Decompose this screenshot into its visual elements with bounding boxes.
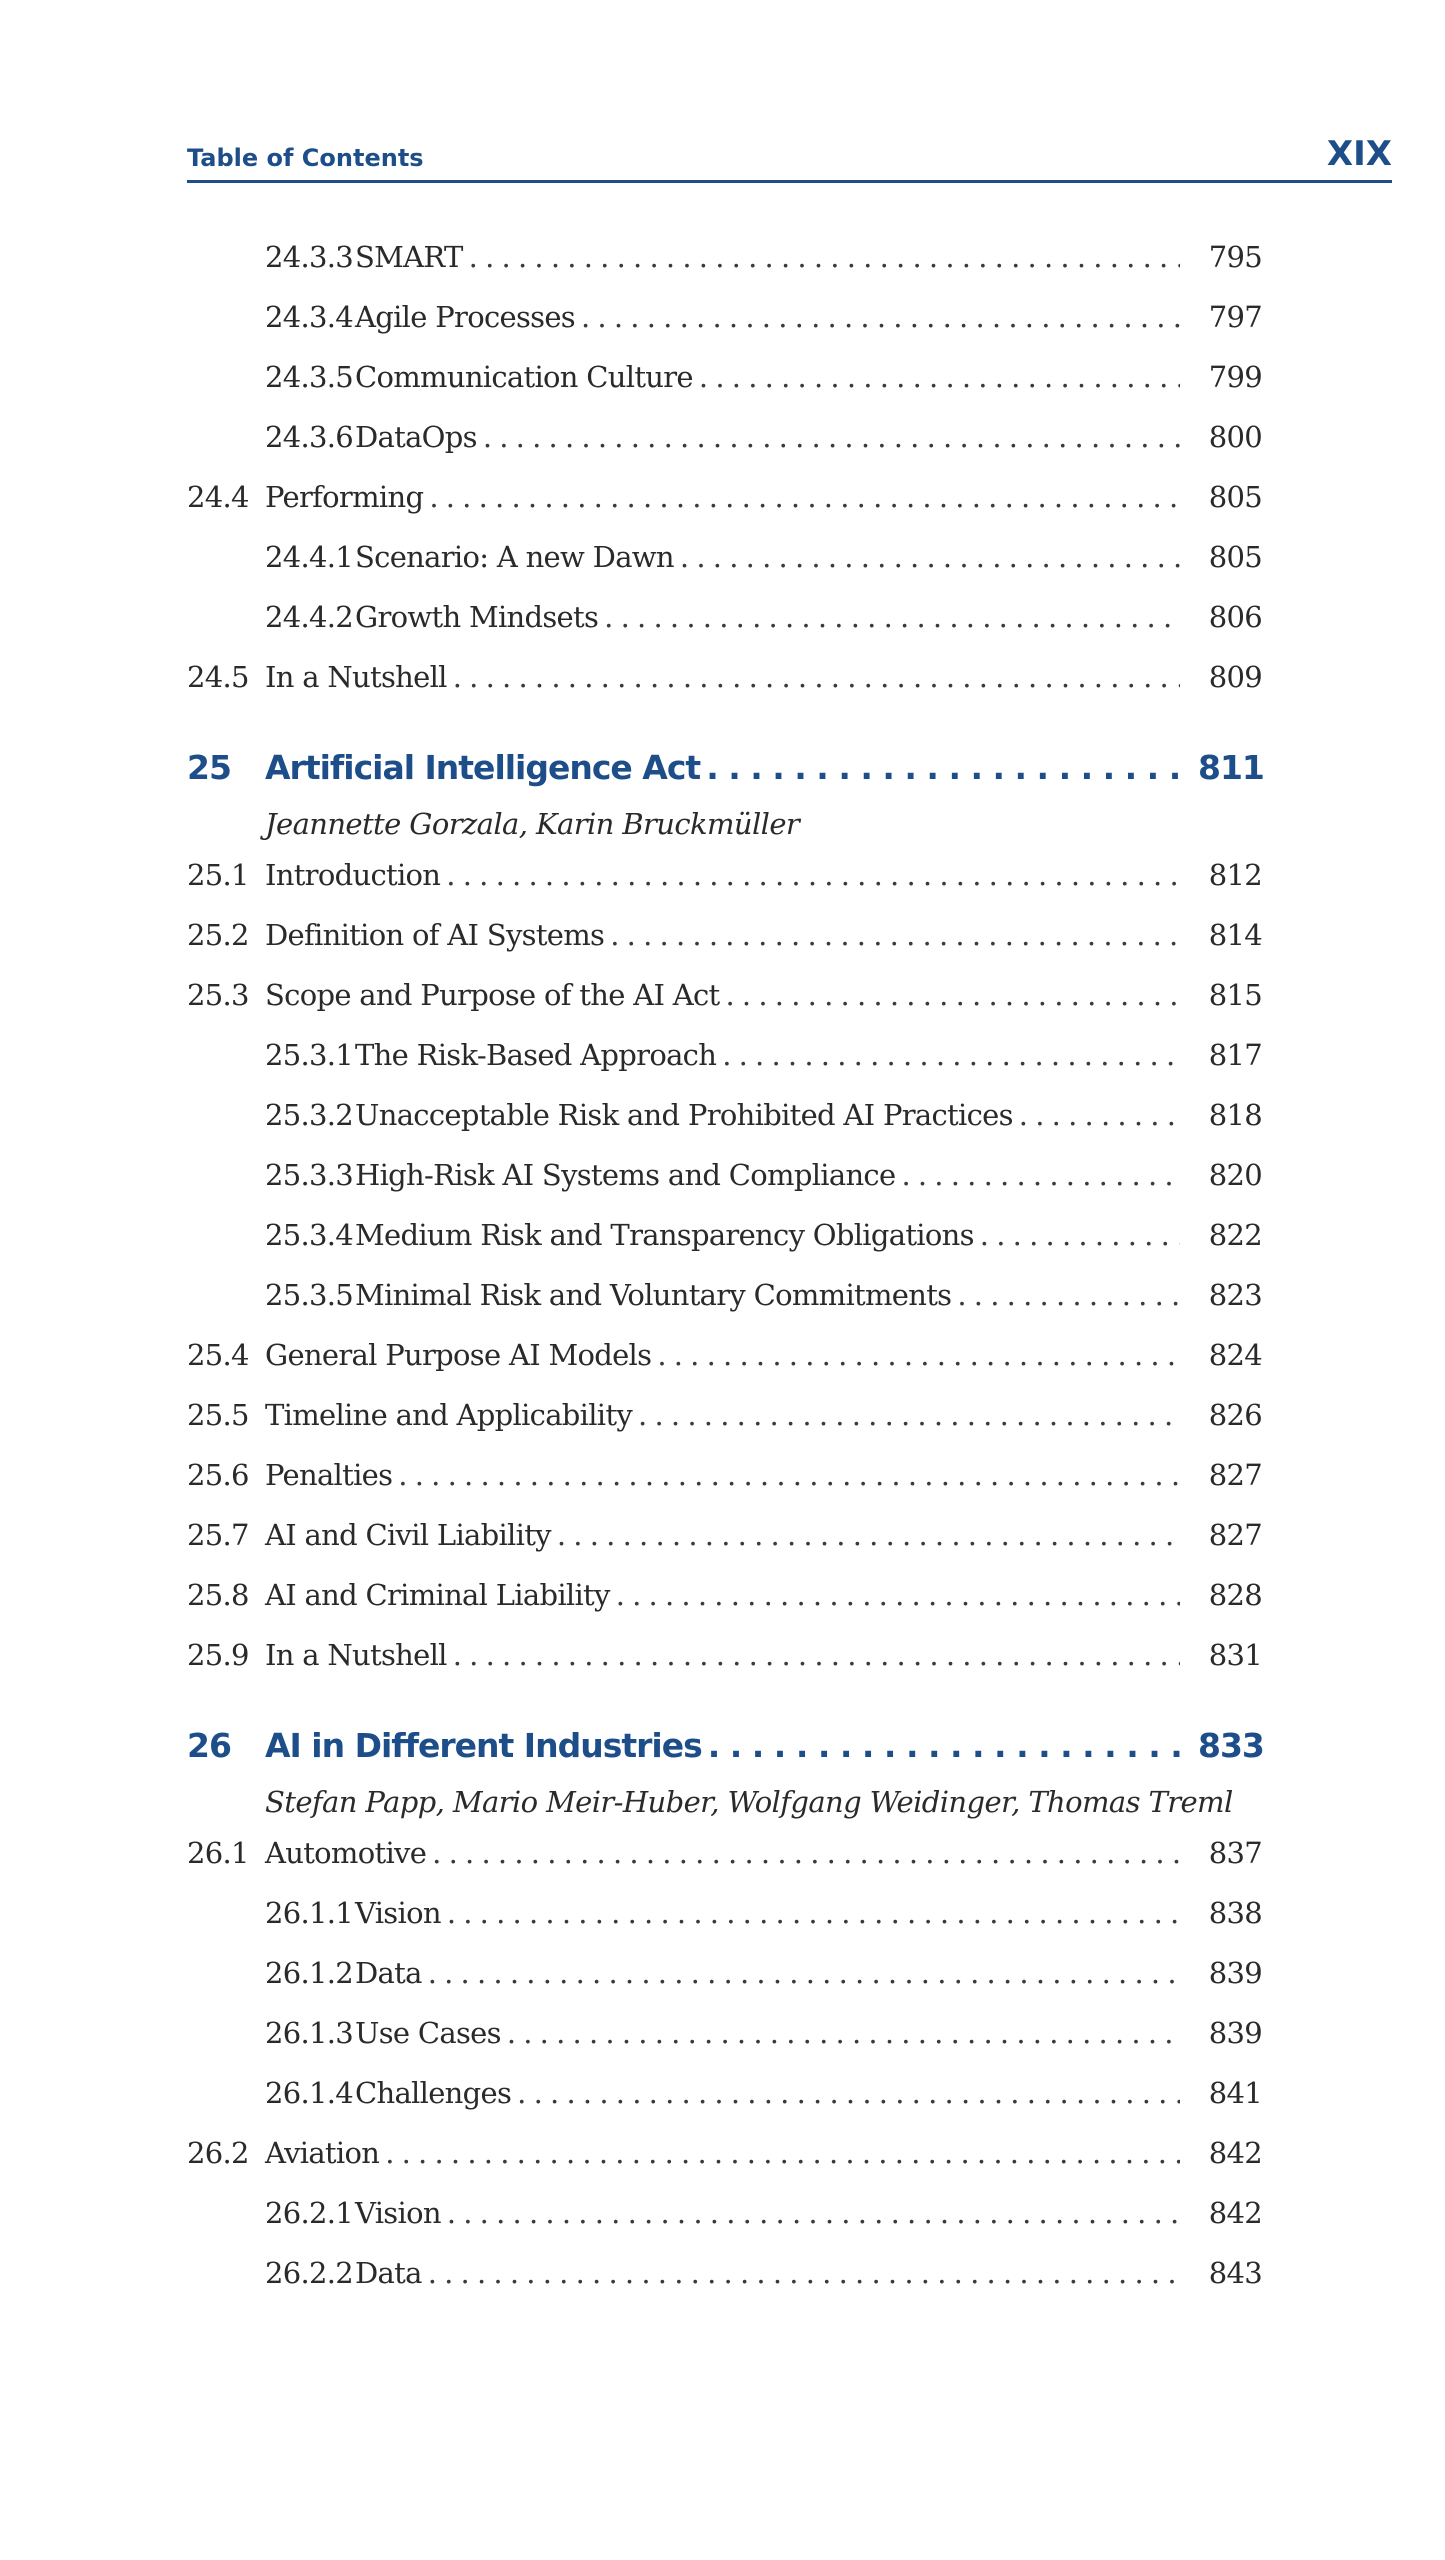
toc-entry-title: Vision: [355, 1896, 441, 1930]
dot-leader: [616, 1578, 1180, 1612]
dot-leader: [722, 1038, 1180, 1072]
dot-leader: [706, 748, 1180, 787]
toc-entry-number: 25.3: [187, 978, 249, 1012]
toc-entry-number: 26.1.1: [265, 1896, 354, 1930]
toc-entry-title: Unacceptable Risk and Prohibited AI Practices: [355, 1098, 1013, 1132]
toc-entry-title: Challenges: [355, 2076, 512, 2110]
toc-entry[interactable]: [187, 300, 1262, 360]
toc-entry-number: 26.1.3: [265, 2016, 354, 2050]
toc-entry-page-number: 795: [1208, 240, 1262, 274]
dot-leader: [398, 1458, 1180, 1492]
toc-entry-page-number: 841: [1208, 2076, 1262, 2110]
dot-leader: [980, 1218, 1180, 1252]
toc-entry[interactable]: [187, 660, 1262, 720]
toc-entry-page-number: 806: [1208, 600, 1262, 634]
toc-entry[interactable]: [187, 1458, 1262, 1518]
toc-entry-number: 25.6: [187, 1458, 249, 1492]
toc-entry[interactable]: [187, 2076, 1262, 2136]
toc-entry-number: 24.4: [187, 480, 249, 514]
chapter-authors: Jeannette Gorzala, Karin Bruckmüller: [265, 807, 800, 841]
toc-entry-title: DataOps: [355, 420, 477, 454]
toc-entry-title: Growth Mindsets: [355, 600, 599, 634]
toc-entry[interactable]: [187, 1638, 1262, 1698]
dot-leader: [1019, 1098, 1180, 1132]
dot-leader: [680, 540, 1180, 574]
toc-entry-title: Use Cases: [355, 2016, 501, 2050]
toc-entry-page-number: 827: [1208, 1458, 1262, 1492]
toc-entry-title: Communication Culture: [355, 360, 693, 394]
toc-entry-title: AI and Civil Liability: [265, 1518, 551, 1552]
toc-entry-page-number: 822: [1208, 1218, 1262, 1252]
dot-leader: [429, 480, 1180, 514]
toc-entry[interactable]: [187, 978, 1262, 1038]
toc-entry-page-number: 842: [1208, 2136, 1262, 2170]
toc-entry-title: Timeline and Applicability: [265, 1398, 633, 1432]
toc-entry-number: 26.1: [187, 1836, 249, 1870]
toc-entry-number: 25.9: [187, 1638, 249, 1672]
toc-entry[interactable]: [187, 1098, 1262, 1158]
toc-entry-page-number: 823: [1208, 1278, 1262, 1312]
toc-entry-number: 25.3.4: [265, 1218, 354, 1252]
toc-entry-page-number: 843: [1208, 2256, 1262, 2290]
toc-entry-number: 24.3.3: [265, 240, 354, 274]
toc-entry[interactable]: [187, 360, 1262, 420]
toc-entry-page-number: 817: [1208, 1038, 1262, 1072]
toc-entry-page-number: 828: [1208, 1578, 1262, 1612]
toc-entry-number: 24.3.5: [265, 360, 354, 394]
toc-entry-title: The Risk-Based Approach: [355, 1038, 717, 1072]
toc-chapter-entry[interactable]: [187, 1726, 1262, 1782]
toc-entry-number: 25.8: [187, 1578, 249, 1612]
toc-entry-title: Penalties: [265, 1458, 393, 1492]
toc-entry-number: 25.5: [187, 1398, 249, 1432]
toc-entry-number: 26.2: [187, 2136, 249, 2170]
chapter-authors: Stefan Papp, Mario Meir-Huber, Wolfgang Weidinger, Thomas Treml: [265, 1785, 1233, 1819]
toc-chapter-entry[interactable]: [187, 748, 1262, 804]
dot-leader: [428, 1956, 1180, 1990]
toc-entry[interactable]: [187, 2256, 1262, 2316]
dot-leader: [453, 660, 1180, 694]
toc-entry-page-number: 839: [1208, 1956, 1262, 1990]
toc-entry[interactable]: [187, 1338, 1262, 1398]
toc-entry-title: Scope and Purpose of the AI Act: [265, 978, 720, 1012]
dot-leader: [657, 1338, 1180, 1372]
toc-entry[interactable]: [187, 2196, 1262, 2256]
toc-entry-title: Data: [355, 1956, 422, 1990]
toc-entry[interactable]: [187, 480, 1262, 540]
toc-entry-title: Aviation: [265, 2136, 380, 2170]
toc-entry-page-number: 826: [1208, 1398, 1262, 1432]
toc-entry-title: High-Risk AI Systems and Compliance: [355, 1158, 896, 1192]
toc-entry-page-number: 824: [1208, 1338, 1262, 1372]
toc-entry-title: Minimal Risk and Voluntary Commitments: [355, 1278, 952, 1312]
toc-entry-number: 26.1.4: [265, 2076, 354, 2110]
toc-entry[interactable]: [187, 2136, 1262, 2196]
toc-entry-title: Performing: [265, 480, 424, 514]
toc-entry-number: 25.3.1: [265, 1038, 354, 1072]
toc-entry-number: 24.4.1: [265, 540, 354, 574]
dot-leader: [581, 300, 1180, 334]
toc-entry-title: Automotive: [265, 1836, 427, 1870]
toc-entry-page-number: 839: [1208, 2016, 1262, 2050]
toc-entry[interactable]: [187, 1956, 1262, 2016]
toc-entry-page-number: 837: [1208, 1836, 1262, 1870]
toc-entry-title: General Purpose AI Models: [265, 1338, 652, 1372]
toc-entry[interactable]: [187, 1278, 1262, 1338]
toc-entry-number: 24.5: [187, 660, 249, 694]
toc-entry-title: Data: [355, 2256, 422, 2290]
dot-leader: [725, 978, 1180, 1012]
toc-entry-number: 25.7: [187, 1518, 249, 1552]
toc-entry-page-number: 800: [1208, 420, 1262, 454]
toc-entry[interactable]: [187, 420, 1262, 480]
dot-leader: [446, 858, 1180, 892]
header-page-number: XIX: [1326, 134, 1392, 174]
dot-leader: [517, 2076, 1180, 2110]
toc-entry-page-number: 842: [1208, 2196, 1262, 2230]
toc-entry-page-number: 818: [1208, 1098, 1262, 1132]
toc-entry[interactable]: [187, 1836, 1262, 1896]
toc-entry[interactable]: [187, 858, 1262, 918]
dot-leader: [469, 240, 1180, 274]
toc-entry-title: In a Nutshell: [265, 660, 447, 694]
toc-entry-page-number: 797: [1208, 300, 1262, 334]
toc-entry-number: 25.2: [187, 918, 249, 952]
running-header: [187, 128, 1392, 183]
toc-entry-title: Scenario: A new Dawn: [355, 540, 674, 574]
toc-entry-page-number: 811: [1198, 748, 1264, 787]
toc-entry-page-number: 831: [1208, 1638, 1262, 1672]
toc-entry-page-number: 838: [1208, 1896, 1262, 1930]
toc-entry-number: 25.3.5: [265, 1278, 354, 1312]
dot-leader: [385, 2136, 1180, 2170]
toc-entry-number: 25.1: [187, 858, 249, 892]
toc-entry-number: 26: [187, 1726, 231, 1765]
toc-entry-number: 25: [187, 748, 231, 787]
dot-leader: [557, 1518, 1180, 1552]
toc-entry[interactable]: [187, 1518, 1262, 1578]
dot-leader: [428, 2256, 1180, 2290]
dot-leader: [610, 918, 1180, 952]
toc-entry[interactable]: [187, 600, 1262, 660]
toc-entry[interactable]: [187, 918, 1262, 978]
toc-entry-number: 24.3.6: [265, 420, 354, 454]
toc-entry-title: AI and Criminal Liability: [265, 1578, 610, 1612]
dot-leader: [432, 1836, 1180, 1870]
dot-leader: [708, 1726, 1180, 1765]
toc-entry-page-number: 814: [1208, 918, 1262, 952]
toc-entry-page-number: 820: [1208, 1158, 1262, 1192]
toc-entry-page-number: 833: [1198, 1726, 1264, 1765]
toc-entry-title: SMART: [355, 240, 463, 274]
dot-leader: [901, 1158, 1180, 1192]
toc-entry-title: Agile Processes: [355, 300, 575, 334]
toc-entry-title: Medium Risk and Transparency Obligations: [355, 1218, 974, 1252]
toc-entry-number: 25.3.3: [265, 1158, 354, 1192]
toc-entry[interactable]: [187, 1578, 1262, 1638]
toc-entry-number: 25.3.2: [265, 1098, 354, 1132]
toc-entry[interactable]: [187, 1038, 1262, 1098]
dot-leader: [447, 1896, 1180, 1930]
toc-entry-page-number: 815: [1208, 978, 1262, 1012]
toc-entry-page-number: 805: [1208, 480, 1262, 514]
dot-leader: [507, 2016, 1180, 2050]
toc-entry-title: Artificial Intelligence Act: [265, 748, 701, 787]
table-of-contents: [187, 240, 1262, 2316]
toc-entry[interactable]: [187, 2016, 1262, 2076]
toc-entry-title: Vision: [355, 2196, 441, 2230]
toc-entry-page-number: 812: [1208, 858, 1262, 892]
toc-entry-number: 26.1.2: [265, 1956, 354, 1990]
toc-entry-title: Definition of AI Systems: [265, 918, 605, 952]
toc-entry-title: AI in Different Industries: [265, 1726, 702, 1765]
toc-entry[interactable]: [187, 1398, 1262, 1458]
dot-leader: [957, 1278, 1180, 1312]
header-section-title: Table of Contents: [187, 144, 424, 172]
toc-entry[interactable]: [187, 1158, 1262, 1218]
toc-entry[interactable]: [187, 1218, 1262, 1278]
dot-leader: [604, 600, 1180, 634]
toc-entry-page-number: 827: [1208, 1518, 1262, 1552]
toc-entry[interactable]: [187, 240, 1262, 300]
toc-entry-number: 26.2.2: [265, 2256, 354, 2290]
toc-entry[interactable]: [187, 540, 1262, 600]
toc-entry-number: 24.3.4: [265, 300, 354, 334]
dot-leader: [483, 420, 1180, 454]
toc-entry-number: 26.2.1: [265, 2196, 354, 2230]
toc-entry-page-number: 805: [1208, 540, 1262, 574]
toc-entry-title: In a Nutshell: [265, 1638, 447, 1672]
toc-entry[interactable]: [187, 1896, 1262, 1956]
toc-entry-page-number: 809: [1208, 660, 1262, 694]
dot-leader: [453, 1638, 1180, 1672]
dot-leader: [699, 360, 1180, 394]
toc-entry-number: 25.4: [187, 1338, 249, 1372]
toc-entry-number: 24.4.2: [265, 600, 354, 634]
toc-entry-title: Introduction: [265, 858, 441, 892]
dot-leader: [447, 2196, 1180, 2230]
toc-entry-page-number: 799: [1208, 360, 1262, 394]
dot-leader: [638, 1398, 1180, 1432]
